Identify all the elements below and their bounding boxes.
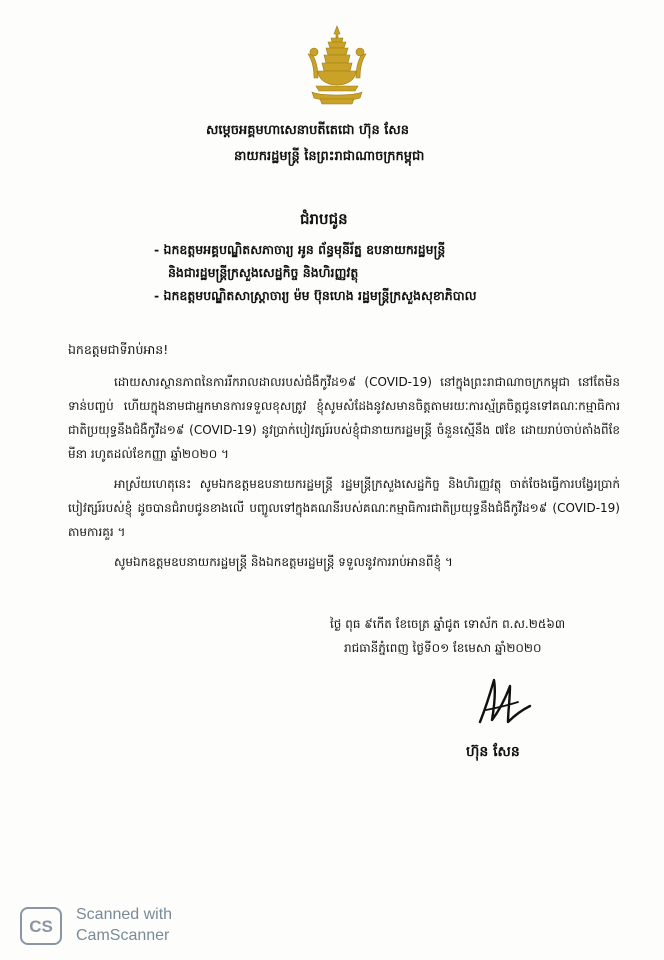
salutation: ឯកឧត្តមជាទីរាប់អាន! — [68, 342, 169, 357]
camscanner-logo-text: CS — [29, 917, 53, 936]
sender-title: នាយករដ្ឋមន្ត្រី នៃព្រះរាជាណាចក្រកម្ពុជា — [234, 149, 425, 164]
recipients-list — [154, 238, 614, 307]
handwritten-signature-icon — [470, 672, 540, 732]
watermark-line1: Scanned with — [76, 906, 173, 923]
camscanner-logo-icon — [20, 907, 62, 945]
body-paragraph: សូមឯកឧត្តមឧបនាយករដ្ឋមន្ត្រី និងឯកឧត្តមរដ្ឋមន្ត្រី ទទួលនូវការរាប់អានពីខ្ញុំ ។ — [114, 555, 453, 569]
body-paragraph: អាស្រ័យហេតុនេះ សូមឯកឧត្តមឧបនាយករដ្ឋមន្ត្រី រដ្ឋមន្ត្រីក្រសួងសេដ្ឋកិច្ច និងហិរញ្ញវត្ថុ ចាត់ចែងធ្វើការបង្វែរប្រាក់បៀវត្សរ៍របស់ខ្ញុំ ដូចបានជំរាបជូនខាងលើ បញ្ចូលទៅក្នុងគណនីរបស់គណៈកម្មាធិការជាតិប្រយុទ្ធនឹងជំងឺកូវីដ១៩ (COVID-19) តាមការគួរ ។ — [68, 477, 620, 539]
recipient-item: និងជារដ្ឋមន្ត្រីក្រសួងសេដ្ឋកិច្ច និងហិរញ្ញវត្ថុ — [168, 265, 359, 280]
sender-block — [150, 118, 520, 170]
royal-emblem-icon — [302, 24, 372, 106]
recipients-title: ជំរាបជូន — [300, 210, 348, 228]
body-paragraph: ដោយសារស្ថានភាពនៃការរីករាលដាលរបស់ជំងឺកូវីដ១៩ (COVID-19) នៅក្នុងព្រះរាជាណាចក្រកម្ពុជា នៅតែមិនទាន់បញ្ចប់ ហើយក្នុងនាមជាអ្នកមានការទទួលខុសត្រូវ ខ្ញុំសូមសំដែងនូវសមានចិត្តតាមរយៈការស្ម័គ្រចិត្តជូនទៅគណៈកម្មាធិការជាតិប្រយុទ្ធនឹងជំងឺកូវីដ១៩ (COVID-19) នូវប្រាក់បៀវត្សរ៍របស់ខ្ញុំជានាយករដ្ឋមន្ត្រី ចំនួនស្មើនឹង ៧ខែ ដោយរាប់ចាប់តាំងពីខែមីនា រហូតដល់ខែកញ្ញា ឆ្នាំ២០២០ ។ — [68, 375, 620, 461]
solar-date: រាជធានីភ្នំពេញ ថ្ងៃទី០១ ខែមេសា ឆ្នាំ២០២០ — [344, 641, 542, 655]
date-block — [330, 612, 630, 660]
recipient-item: - ឯកឧត្តមអគ្គបណ្ឌិតសភាចារ្យ អូន ព័ន្ធមុនីរ័ត្ន ឧបនាយករដ្ឋមន្ត្រី — [154, 242, 446, 257]
scanner-watermark — [76, 904, 172, 946]
letter-body — [68, 370, 620, 580]
signer-name: ហ៊ុន សែន — [466, 744, 520, 760]
lunar-date: ថ្ងៃ ពុធ ៩កើត ខែចេត្រ ឆ្នាំជូត ទោស័ក ព.ស.២៥៦៣ — [330, 617, 566, 631]
watermark-line2: CamScanner — [76, 927, 170, 944]
recipient-item: - ឯកឧត្តមបណ្ឌិតសាស្ត្រាចារ្យ ម៉ម ប៊ុនហេង រដ្ឋមន្ត្រីក្រសួងសុខាភិបាល — [154, 288, 477, 303]
sender-name: សម្ដេចអគ្គមហាសេនាបតីតេជោ ហ៊ុន សែន — [206, 123, 409, 138]
